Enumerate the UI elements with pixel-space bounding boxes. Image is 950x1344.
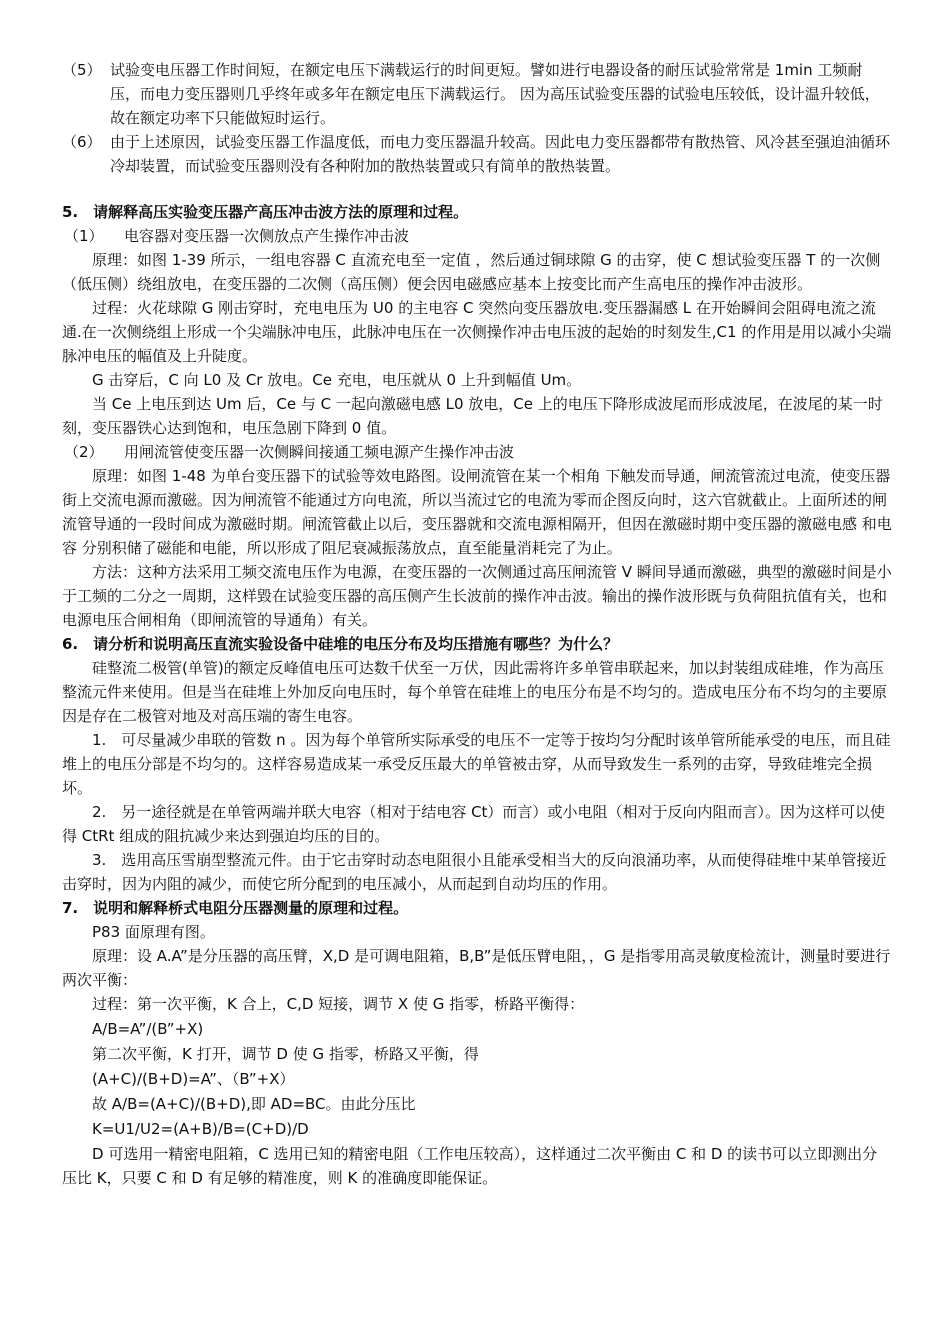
question-6-heading: 6. 请分析和说明高压直流实验设备中硅堆的电压分布及均压措施有哪些？为什么？ (62, 635, 619, 653)
item-text: 由于上述原因，试验变压器工作温度低，而电力变压器温升较高。因此电力变压器都带有散热管、风冷甚至强迫油循环冷却装置，而试验变压器则没有各种附加的散热装置或只有简单的散热装置。 (110, 133, 891, 175)
q5-paragraph: 方法：这种方法采用工频交流电压作为电源，在变压器的一次侧通过高压闸流管 V 瞬间导通而激磁，典型的激磁时间是小于工频的二分之一周期，这样毀在试验变压器的高压侧产生长波前的操作冲击波。输出的操作波形既与负荷阻抗值有关，也和电源电压合闸相角（即闸流管的导通角）有关。 (62, 563, 892, 629)
q5-paragraph: 原理：如图 1-48 为单台变压器下的试验等效电路图。设闸流管在某一个相角 下触发而导通，闸流管流过电流，使变压器街上交流电源而激磁。因为闸流管不能通过方向电流，所以当流过它的电流为零而企图反向时，这六官就截止。上面所述的闸流管导通的一段时间成为激磁时期。闸流管截止以后，变压器就和交流电源相隔开，但因在激磁时期中变压器的激磁电感 和电容 分别积储了磁能和电能，所以形成了阻尼衰减振荡放点，直至能量消耗完了为止。 (62, 467, 892, 557)
q5-paragraph: 过程：火花球隙 G 刚击穿时，充电电压为 U0 的主电容 C 突然向变压器放电.变压器漏感 L 在开始瞬间会阻碍电流之流通.在一次侧绕组上形成一个尖端脉冲电压，此脉冲电压在一次侧操作冲击电压波的起始的时刻发生,C1 的作用是用以减小尖端脉冲电压的幅值及上升陡度。 (62, 299, 892, 365)
q7-formula: (A+C)/(B+D)=A”、（B”+X） (92, 1070, 295, 1088)
q7-formula: A/B=A”/(B”+X) (92, 1020, 204, 1038)
q5-paragraph: G 击穿后，C 向 L0 及 Cr 放电。Ce 充电，电压就从 0 上升到幅值 Um。 (92, 371, 582, 389)
item-number: （6） (62, 133, 102, 151)
q5-subheading-2 (62, 440, 892, 464)
q5-subheading-1 (62, 224, 892, 248)
q5-paragraph: 原理：如图 1-39 所示，一组电容器 C 直流充电至一定值 ，然后通过铜球隙 G 的击穿，使 C 想试验变压器 T 的一次侧（低压侧）绕组放电，在变压器的二次侧（高压侧）便会因电磁感应基本上按变比而产生高电压的操作冲击波形。 (62, 251, 881, 293)
q5-paragraph: 当 Ce 上电压到达 Um 后，Ce 与 C 一起向激磁电感 L0 放电，Ce 上的电压下降形成波尾而形成波尾，在波尾的某一时刻，变压器铁心达到饱和，电压急剧下降到 0 值。 (62, 395, 883, 437)
q7-paragraph: P83 面原理有图。 (92, 923, 215, 941)
q7-paragraph: 原理：设 A.A”是分压器的高压臂，X,D 是可调电阻箱，B,B”是低压臂电阻，，G 是指零用高灵敏度检流计，测量时要进行两次平衡： (62, 947, 891, 989)
item-number: （5） (62, 61, 102, 79)
q7-paragraph: 故 A/B=(A+C)/(B+D),即 AD=BC。由此分压比 (92, 1095, 416, 1113)
q6-paragraph: 硅整流二极管(单管)的额定反峰值电压可达数千伏至一万伏，因此需将许多单管串联起来，加以封装组成硅堆，作为高压整流元件来使用。但是当在硅堆上外加反向电压时，每个单管在硅堆上的电压分布是不均匀的。造成电压分布不均匀的主要原因是存在二极管对地及对高压端的寄生电容。 (62, 659, 888, 725)
sub-number: （2） (64, 443, 104, 461)
q7-paragraph: 过程：第一次平衡，K 合上，C,D 短接，调节 X 使 G 指零，桥路平衡得： (92, 995, 585, 1013)
sub-number: （1） (64, 227, 104, 245)
q7-paragraph: 第二次平衡，K 打开，调节 D 使 G 指零，桥路又平衡，得 (92, 1045, 479, 1063)
q6-list-item: 3. 选用高压雪崩型整流元件。由于它击穿时动态电阻很小且能承受相当大的反向浪涌功率，从而使得硅堆中某单管接近击穿时，因为内阻的减少，而使它所分配到的电压减小，从而起到自动均压的作用。 (62, 851, 887, 893)
list-item-6 (62, 130, 892, 178)
sub-title: 用闸流管使变压器一次侧瞬间接通工频电源产生操作冲击波 (124, 443, 515, 461)
sub-title: 电容器对变压器一次侧放点产生操作冲击波 (124, 227, 410, 245)
item-text: 试验变电压器工作时间短，在额定电压下满载运行的时间更短。譬如进行电器设备的耐压试验常常是 1min 工频耐压，而电力变压器则几乎终年或多年在额定电压下满载运行。 因为高压试验变压器的试验电压较低，设计温升较低，故在额定功率下只能做短时运行。 (110, 61, 880, 127)
question-7-heading: 7. 说明和解释桥式电阻分压器测量的原理和过程。 (62, 899, 409, 917)
q6-list-item: 2. 另一途径就是在单管两端并联大电容（相对于结电容 Ct）而言）或小电阻（相对于反向内阻而言）。因为这样可以使得 CtRt 组成的阻抗减少来达到强迫均压的目的。 (62, 803, 885, 845)
q6-list-item: 1. 可尽量减少串联的管数 n 。因为每个单管所实际承受的电压不一定等于按均匀分配时该单管所能承受的电压，而且硅堆上的电压分部是不均匀的。这样容易造成某一承受反压最大的单管被击穿，从而导致发生一系列的击穿，导致硅堆完全损坏。 (62, 731, 891, 797)
q7-paragraph: D 可选用一精密电阻箱，C 选用已知的精密电阻（工作电压较高），这样通过二次平衡由 C 和 D 的读书可以立即测出分压比 K，只要 C 和 D 有足够的精准度，则 K 的准确度即能保证。 (62, 1145, 878, 1187)
list-item-5 (62, 58, 892, 130)
question-5-heading: 5. 请解释高压实验变压器产高压冲击波方法的原理和过程。 (62, 203, 469, 221)
q7-formula: K=U1/U2=(A+B)/B=(C+D)/D (92, 1120, 309, 1138)
